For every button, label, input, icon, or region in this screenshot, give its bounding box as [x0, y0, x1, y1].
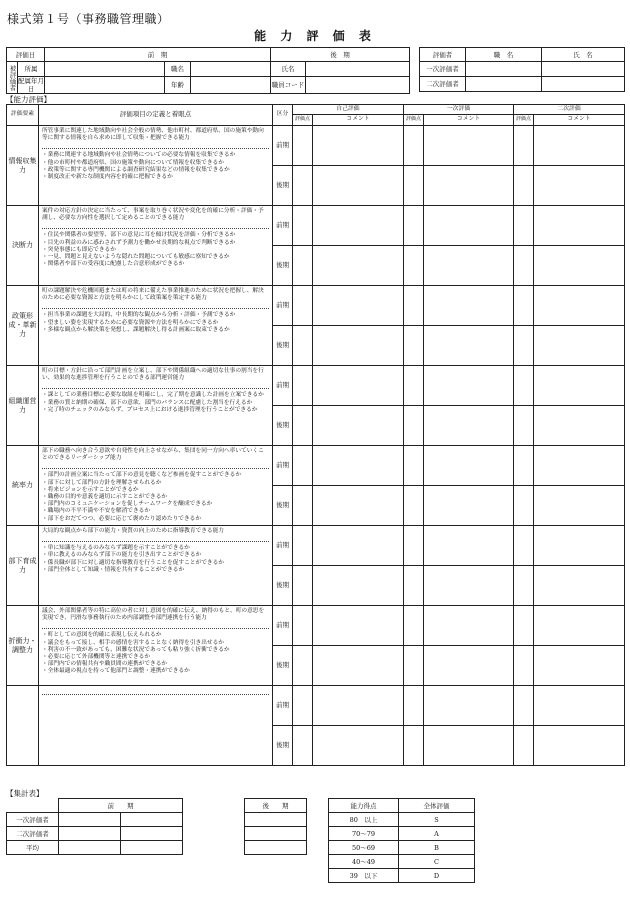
- ability-row: [7, 526, 625, 566]
- comment-input[interactable]: [313, 686, 404, 726]
- criteria-point: ・業務の質と納期の確保、部下の意欲、部門のバランスに配慮した割当を行えるか: [42, 399, 253, 406]
- criteria-header: 評価項目の定義と着眼点: [39, 105, 273, 126]
- point-input[interactable]: [404, 606, 424, 646]
- point-input[interactable]: [293, 366, 313, 406]
- ability-table: [6, 104, 625, 766]
- period-label: 前期: [273, 206, 293, 246]
- point-input[interactable]: [293, 446, 313, 486]
- period-label: 後期: [273, 406, 293, 446]
- period-label: 前期: [273, 366, 293, 406]
- element-name: 情報収集力: [7, 126, 39, 206]
- comment-input[interactable]: [313, 526, 404, 566]
- element-definition: 案件の対応方針の決定に当たって、事案を取り巻く状況や変化を的確に分析・評価・予測し、必要な方向性を選択して定めることのできる能力: [42, 208, 264, 222]
- element-description: [39, 606, 273, 686]
- point-input[interactable]: [404, 246, 424, 286]
- name-field[interactable]: [306, 62, 410, 77]
- dept-label: 所属: [18, 62, 45, 77]
- criteria-point: ・町としての意図を的確に表現し伝えられるか: [42, 632, 162, 639]
- rating-grade: C: [399, 855, 475, 869]
- evaluator-position-col: 職 名: [466, 48, 542, 62]
- summary-first-half-header: 前 期: [59, 799, 183, 813]
- comment-input[interactable]: [534, 126, 625, 166]
- comment-input[interactable]: [424, 646, 514, 686]
- comment-input[interactable]: [313, 126, 404, 166]
- point-input[interactable]: [293, 486, 313, 526]
- self-point-header: 評価点: [293, 115, 313, 126]
- criteria-divider: [42, 468, 269, 469]
- evaluatee-label: 被評価者: [7, 62, 18, 94]
- page-title: 能 力 評 価 表: [254, 29, 376, 43]
- point-input[interactable]: [404, 286, 424, 326]
- comment-input[interactable]: [424, 206, 514, 246]
- comment-input[interactable]: [313, 566, 404, 606]
- criteria-point: ・住民や関係者の要望等、部下の意見に耳を傾け状況を評価・分析できるか: [42, 232, 236, 239]
- criteria-point: ・利害の不一致があっても、困難な状況であっても粘り強く折衝できるか: [42, 646, 230, 653]
- criteria-point: ・係長職が部下に対し適切な指導教育を行うことを促すことができるか: [42, 559, 224, 566]
- rating-table: [328, 798, 475, 883]
- comment-input[interactable]: [424, 446, 514, 486]
- self-eval-header: 自己評価: [293, 105, 404, 115]
- comment-input[interactable]: [424, 606, 514, 646]
- comment-input[interactable]: [313, 206, 404, 246]
- comment-input[interactable]: [424, 166, 514, 206]
- comment-input[interactable]: [534, 446, 625, 486]
- criteria-point: ・課としての業務目標に必要な取組を明確にし、完了期を意識した計画を立案できるか: [42, 392, 264, 399]
- criteria-point: ・部門内のコミュニケーションを促しチームワークを醸成できるか: [42, 501, 213, 508]
- comment-input[interactable]: [313, 606, 404, 646]
- point-input[interactable]: [404, 326, 424, 366]
- eval-date-second-half[interactable]: [271, 48, 410, 62]
- period-label: 後期: [273, 326, 293, 366]
- rating-points: 50～69: [329, 841, 399, 855]
- header-info-table: [6, 47, 410, 94]
- point-input[interactable]: [293, 526, 313, 566]
- second-half-label: 後 期: [330, 50, 350, 59]
- first-point-header: 評価点: [404, 115, 424, 126]
- comment-input[interactable]: [534, 326, 625, 366]
- ability-section-label: 【能力評価】: [6, 95, 51, 104]
- criteria-divider: [42, 694, 269, 695]
- period-label: 後期: [273, 486, 293, 526]
- summary-cell[interactable]: [121, 827, 183, 841]
- point-input[interactable]: [293, 606, 313, 646]
- element-description: [39, 526, 273, 606]
- ability-row: [7, 366, 625, 406]
- comment-input[interactable]: [424, 486, 514, 526]
- summary-cell[interactable]: [59, 841, 121, 855]
- criteria-point: ・望ましい姿を実現するために必要な資源や方法を明らかにできるか: [42, 319, 219, 326]
- summary-cell[interactable]: [245, 841, 307, 855]
- evaluator-table: [419, 47, 625, 92]
- first-comment-header: コメント: [424, 115, 514, 126]
- criteria-point: ・部下に対して部門の方針を理解させられるか: [42, 479, 162, 486]
- criteria-point: ・他の市町村や都道府県、国の施策や動向について情報を収集できるか: [42, 159, 224, 166]
- ability-row: [7, 206, 625, 246]
- comment-input[interactable]: [534, 286, 625, 326]
- point-input[interactable]: [404, 686, 424, 726]
- element-definition: 町の課題解決や危機回避または町の将来に備えた事業推進のために状況を把握し、解決のために必要な資源と方法を明らかにして政策案を策定する能力: [42, 288, 264, 302]
- rating-grade: D: [399, 869, 475, 883]
- dept-field[interactable]: [45, 62, 165, 77]
- criteria-point: ・完了時のチェックのみならず、プロセス上における進捗管理を行うことができるか: [42, 406, 258, 413]
- point-input[interactable]: [404, 566, 424, 606]
- period-label: 後期: [273, 566, 293, 606]
- criteria-point: ・全体最適の視点を持って他部門と調整・連携ができるか: [42, 668, 190, 675]
- eval-date-first-half[interactable]: [45, 48, 271, 62]
- eval-date-label: 評価日: [7, 48, 45, 62]
- point-input[interactable]: [514, 126, 534, 166]
- age-label: 年齢: [165, 77, 191, 94]
- comment-input[interactable]: [424, 406, 514, 446]
- summary-cell[interactable]: [245, 813, 307, 827]
- point-input[interactable]: [514, 326, 534, 366]
- point-input[interactable]: [404, 406, 424, 446]
- criteria-divider: [42, 308, 269, 309]
- period-label: 後期: [273, 646, 293, 686]
- criteria-point: ・目先の利益のみに惑わされず予測力を働かせ長期的な視点で判断できるか: [42, 239, 236, 246]
- element-name: [7, 686, 39, 766]
- element-definition: 部下の職務へ向き合う意欲や自発性を向上させながら、集団を同一方向へ率いていくことのできるリーダーシップ能力: [42, 448, 264, 462]
- summary-table: [6, 798, 307, 855]
- rating-points: 80 以上: [329, 813, 399, 827]
- assign-date-field[interactable]: [45, 77, 165, 94]
- point-input[interactable]: [293, 686, 313, 726]
- point-input[interactable]: [514, 246, 534, 286]
- ability-row: [7, 126, 625, 166]
- criteria-point: ・突発事態にも即応できるか: [42, 246, 116, 253]
- criteria-point: ・多様な観点から解決策を発想し、課題解決し得る計画案に取束できるか: [42, 326, 230, 333]
- second-evaluator-label: 二次評価者: [420, 77, 466, 92]
- element-definition: 町の目標・方針に沿って部門計画を立案し、部下や関係組織への適切な仕事の割当を行い、効果的な進捗管理を行うことのできる部門運営能力: [42, 368, 264, 382]
- rating-grade: A: [399, 827, 475, 841]
- period-label: 前期: [273, 126, 293, 166]
- comment-input[interactable]: [313, 366, 404, 406]
- staff-code-label: 職員コード: [271, 77, 306, 94]
- period-label: 前期: [273, 286, 293, 326]
- element-description: [39, 286, 273, 366]
- comment-input[interactable]: [424, 246, 514, 286]
- comment-input[interactable]: [424, 286, 514, 326]
- criteria-point: ・部門内での情報共有や職員間の連携ができるか: [42, 661, 168, 668]
- point-input[interactable]: [404, 166, 424, 206]
- element-description: [39, 366, 273, 446]
- point-input[interactable]: [293, 566, 313, 606]
- second-evaluator-position[interactable]: [466, 77, 542, 92]
- rating-points: 70～79: [329, 827, 399, 841]
- comment-input[interactable]: [313, 326, 404, 366]
- element-name: 決断力: [7, 206, 39, 286]
- summary-second-half-header: 後 期: [245, 799, 307, 813]
- criteria-point: ・制度改正や新たな制度内容を的確に把握できるか: [42, 174, 173, 181]
- second-point-header: 評価点: [514, 115, 534, 126]
- point-input[interactable]: [293, 406, 313, 446]
- point-input[interactable]: [404, 646, 424, 686]
- comment-input[interactable]: [424, 326, 514, 366]
- comment-input[interactable]: [424, 526, 514, 566]
- element-description: [39, 686, 273, 766]
- point-input[interactable]: [514, 486, 534, 526]
- criteria-point: ・単に教えるのみならず部下の能力を引き出すことができるか: [42, 552, 202, 559]
- criteria-point: ・将来ビジョンを示すことができるか: [42, 486, 139, 493]
- period-label: 後期: [273, 726, 293, 766]
- element-name: 政策形成・革新力: [7, 286, 39, 366]
- point-input[interactable]: [404, 126, 424, 166]
- comment-input[interactable]: [313, 446, 404, 486]
- criteria-point: ・部門全体として知識・情報を共有することができるか: [42, 566, 185, 573]
- criteria-point: ・業務に関連する地域動向や社会情勢についての必要な情報を収集できるか: [42, 152, 236, 159]
- criteria-point: ・担当事業の課題を大局的、中長期的な観点から分析・評価・予測できるか: [42, 312, 236, 319]
- summary-cell[interactable]: [245, 827, 307, 841]
- staff-code-field[interactable]: [306, 77, 410, 94]
- point-input[interactable]: [404, 446, 424, 486]
- element-description: [39, 206, 273, 286]
- point-input[interactable]: [293, 126, 313, 166]
- point-input[interactable]: [514, 166, 534, 206]
- comment-input[interactable]: [534, 246, 625, 286]
- first-half-label: 前 期: [147, 50, 168, 59]
- point-input[interactable]: [293, 726, 313, 766]
- criteria-point: ・議会をもって接し、相手の感情を害することなく納得を引き出せるか: [42, 639, 224, 646]
- second-comment-header: コメント: [534, 115, 625, 126]
- summary-gap: [183, 799, 245, 855]
- period-header: 区分: [273, 105, 293, 126]
- rating-grade: S: [399, 813, 475, 827]
- point-input[interactable]: [514, 686, 534, 726]
- comment-input[interactable]: [424, 366, 514, 406]
- comment-input[interactable]: [534, 166, 625, 206]
- point-input[interactable]: [514, 646, 534, 686]
- point-input[interactable]: [404, 206, 424, 246]
- criteria-point: ・一見、問題と見えないような隠れた問題についても敏感に察知できるか: [42, 254, 230, 261]
- criteria-point: ・部門の計画立案に当たって部下の意見を聴くなど参画を促すことができるか: [42, 472, 242, 479]
- second-eval-header: 二次評価: [514, 105, 625, 115]
- position-label: 職名: [165, 62, 191, 77]
- rating-grade-header: 全体評価: [399, 799, 475, 813]
- criteria-point: ・関係者や部下の受容度に配慮した合意形成ができるか: [42, 261, 185, 268]
- form-number: 様式第１号（事務職管理職）: [7, 12, 170, 26]
- criteria-divider: [42, 148, 269, 149]
- element-name: 部下育成力: [7, 526, 39, 606]
- rating-points-header: 能力得点: [329, 799, 399, 813]
- comment-input[interactable]: [534, 606, 625, 646]
- summary-row-label: 二次評価者: [7, 827, 59, 841]
- criteria-divider: [42, 628, 269, 629]
- rating-grade: B: [399, 841, 475, 855]
- point-input[interactable]: [514, 206, 534, 246]
- summary-cell[interactable]: [59, 827, 121, 841]
- criteria-divider: [42, 541, 269, 542]
- assign-date-label: 配属年月日: [18, 77, 44, 93]
- rating-points: 40～49: [329, 855, 399, 869]
- point-input[interactable]: [293, 326, 313, 366]
- self-comment-header: コメント: [313, 115, 404, 126]
- period-label: 前期: [273, 606, 293, 646]
- element-name: 折衝力・調整力: [7, 606, 39, 686]
- comment-input[interactable]: [313, 406, 404, 446]
- element-description: [39, 446, 273, 526]
- comment-input[interactable]: [313, 246, 404, 286]
- point-input[interactable]: [514, 526, 534, 566]
- comment-input[interactable]: [534, 486, 625, 526]
- summary-cell[interactable]: [121, 813, 183, 827]
- first-evaluator-position[interactable]: [466, 62, 542, 77]
- point-input[interactable]: [404, 486, 424, 526]
- comment-input[interactable]: [534, 526, 625, 566]
- element-definition: 議会、外部関係者等の特に高位の者に対し意図を的確に伝え、納得のもと、町の意思を実現でき、円滑な事務執行のため内部調整や部門連携を行う能力: [42, 608, 265, 622]
- comment-input[interactable]: [534, 726, 625, 766]
- comment-input[interactable]: [424, 126, 514, 166]
- element-definition: 大局的な観点から部下の能力・資質の向上のために指導教育できる能力: [42, 528, 224, 534]
- criteria-point: ・単に知識を与えるのみならず課題を示すことができるか: [42, 545, 190, 552]
- criteria-point: ・政策等に関する専門機関による調査研究結果などの情報を収集できるか: [42, 166, 230, 173]
- summary-section-label: 【集計表】: [6, 789, 44, 798]
- name-label: 氏名: [271, 62, 306, 77]
- comment-input[interactable]: [534, 366, 625, 406]
- point-input[interactable]: [514, 406, 534, 446]
- summary-cell[interactable]: [59, 813, 121, 827]
- element-name: 組織運営力: [7, 366, 39, 446]
- period-label: 後期: [273, 246, 293, 286]
- period-label: 前期: [273, 686, 293, 726]
- element-header: 評価要素: [7, 105, 39, 126]
- comment-input[interactable]: [313, 486, 404, 526]
- summary-corner: [7, 799, 59, 813]
- point-input[interactable]: [514, 446, 534, 486]
- point-input[interactable]: [514, 566, 534, 606]
- evaluator-col-label: 評価者: [420, 48, 466, 62]
- element-name: 統率力: [7, 446, 39, 526]
- criteria-point: ・職場内の不平不満や不安を解消できるか: [42, 508, 151, 515]
- summary-row-label: 一次評価者: [7, 813, 59, 827]
- comment-input[interactable]: [424, 686, 514, 726]
- summary-cell[interactable]: [121, 841, 183, 855]
- ability-row: [7, 286, 625, 326]
- criteria-divider: [42, 228, 269, 229]
- element-description: [39, 126, 273, 206]
- point-input[interactable]: [404, 726, 424, 766]
- criteria-point: ・必要に応じて外部機関等と連携できるか: [42, 654, 151, 661]
- comment-input[interactable]: [534, 566, 625, 606]
- comment-input[interactable]: [534, 406, 625, 446]
- point-input[interactable]: [293, 206, 313, 246]
- point-input[interactable]: [514, 606, 534, 646]
- point-input[interactable]: [293, 166, 313, 206]
- rating-points: 39 以下: [329, 869, 399, 883]
- criteria-point: ・職務の目的や意義を適切に示すことができるか: [42, 494, 168, 501]
- element-definition: 所管事業に関連した地域動向や社会全般の情勢、他市町村、都道府県、国の施策や動向等に関する情報を自ら求めに即して収集・把握できる能力: [42, 128, 264, 142]
- point-input[interactable]: [514, 366, 534, 406]
- period-label: 前期: [273, 526, 293, 566]
- comment-input[interactable]: [313, 646, 404, 686]
- comment-input[interactable]: [424, 566, 514, 606]
- point-input[interactable]: [293, 646, 313, 686]
- first-evaluator-label: 一次評価者: [420, 62, 466, 77]
- comment-input[interactable]: [534, 686, 625, 726]
- point-input[interactable]: [404, 526, 424, 566]
- comment-input[interactable]: [313, 166, 404, 206]
- evaluator-name-col: 氏 名: [542, 48, 625, 62]
- point-input[interactable]: [514, 286, 534, 326]
- first-eval-header: 一次評価: [404, 105, 514, 115]
- ability-row: [7, 606, 625, 646]
- comment-input[interactable]: [534, 646, 625, 686]
- period-label: 後期: [273, 166, 293, 206]
- point-input[interactable]: [293, 286, 313, 326]
- ability-row: [7, 446, 625, 486]
- period-label: 前期: [273, 446, 293, 486]
- age-field[interactable]: [191, 77, 271, 94]
- comment-input[interactable]: [424, 726, 514, 766]
- position-field[interactable]: [191, 62, 271, 77]
- ability-row: [7, 686, 625, 726]
- point-input[interactable]: [293, 246, 313, 286]
- criteria-point: ・部下をおだてつつ、必要に応じて褒めたり認めたりできるか: [42, 515, 202, 522]
- point-input[interactable]: [514, 726, 534, 766]
- point-input[interactable]: [404, 366, 424, 406]
- first-evaluator-name[interactable]: [542, 62, 625, 77]
- summary-row-label: 平均: [7, 841, 59, 855]
- comment-input[interactable]: [313, 726, 404, 766]
- comment-input[interactable]: [534, 206, 625, 246]
- comment-input[interactable]: [313, 286, 404, 326]
- second-evaluator-name[interactable]: [542, 77, 625, 92]
- criteria-divider: [42, 388, 269, 389]
